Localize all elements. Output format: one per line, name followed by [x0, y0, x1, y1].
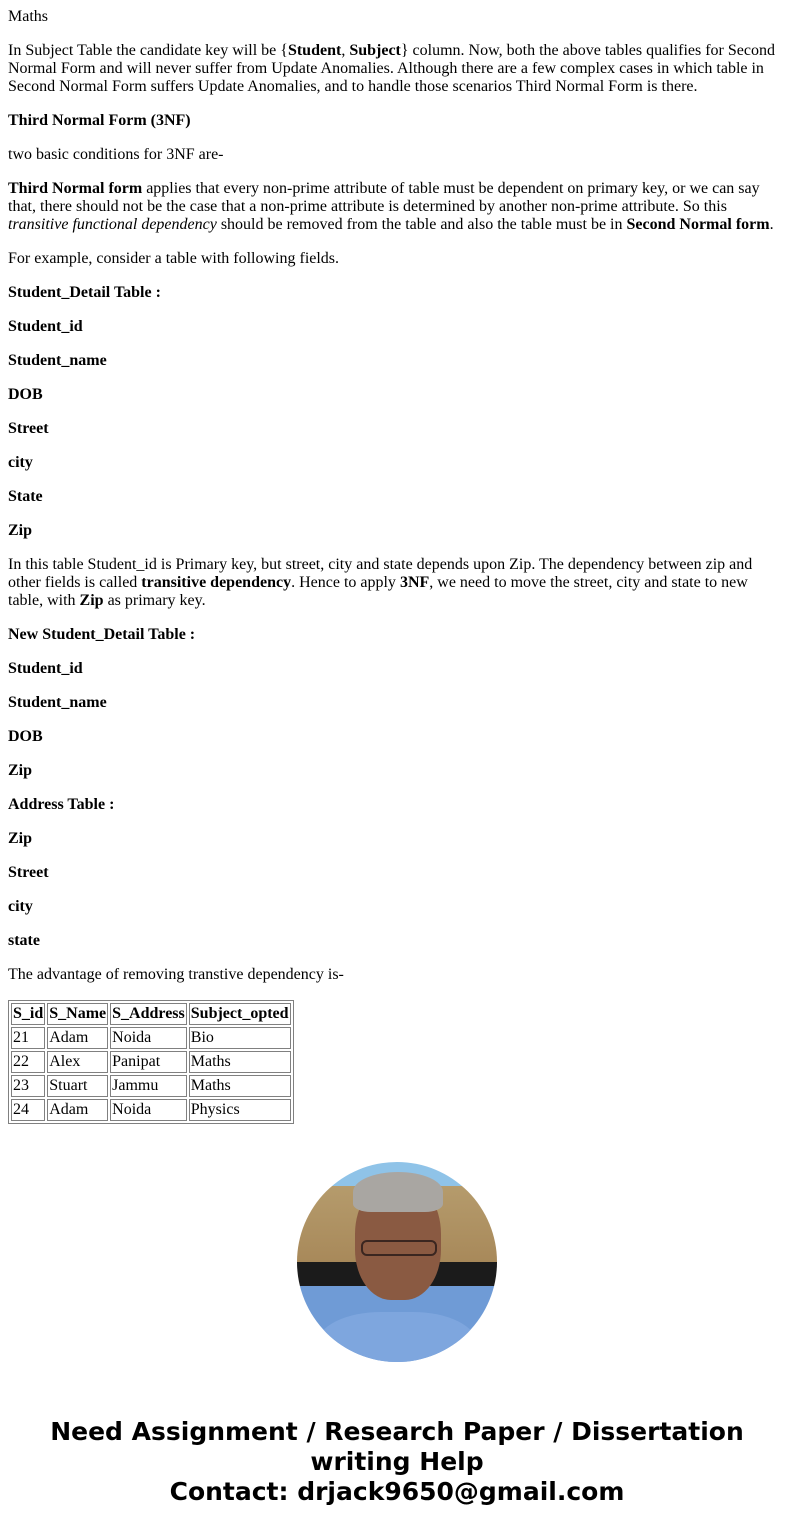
field [8, 318, 786, 336]
intro-paragraph [8, 42, 786, 96]
field [8, 660, 786, 678]
cell: Noida [110, 1099, 187, 1121]
new-student-detail-title [8, 626, 786, 644]
field [8, 694, 786, 712]
title: Student_Detail Table : [8, 284, 161, 301]
field [8, 488, 786, 506]
column-header: S_id [11, 1003, 45, 1025]
avatar-shirt [317, 1312, 477, 1362]
cell: Noida [110, 1027, 187, 1049]
avatar-hair [353, 1172, 443, 1212]
cell: Physics [189, 1099, 291, 1121]
example-text: For example, consider a table with following fields. [8, 250, 340, 267]
field [8, 864, 786, 882]
field-name: Street [8, 420, 49, 437]
cell: Panipat [110, 1051, 187, 1073]
field [8, 932, 786, 950]
field-name: Zip [8, 762, 33, 779]
field-name: Student_id [8, 660, 83, 677]
field [8, 728, 786, 746]
bold-text: Subject [349, 42, 401, 59]
title: Address Table : [8, 796, 115, 813]
field-name: state [8, 932, 40, 949]
help-line: Need Assignment / Research Paper / Dissertation writing Help [50, 1417, 744, 1476]
field-name: Zip [8, 522, 33, 539]
cell: Adam [47, 1027, 108, 1049]
explanation-paragraph [8, 556, 786, 610]
field-name: Student_name [8, 694, 107, 711]
contact-banner [8, 1417, 786, 1507]
text: . Hence to apply [291, 574, 400, 591]
bold-text: Third Normal form [8, 180, 143, 197]
definition-paragraph [8, 180, 786, 234]
text: In this table Student_id is Primary key, but street, city and state depends upon Zip. The dependency between zip and other fields is called [8, 556, 753, 591]
field [8, 352, 786, 370]
author-avatar-photo [297, 1162, 497, 1362]
field [8, 522, 786, 540]
table-row [11, 1075, 291, 1097]
text: } column. Now, both the above tables qualifies for Second Normal Form and will never suffer from Update Anomalies. Although there are a few complex cases in which table in Second Normal Form suffers Update Anomalies, and to handle those scenarios Third Normal Form is there. [8, 42, 775, 95]
cell: Maths [189, 1075, 291, 1097]
field-name: State [8, 488, 43, 505]
cell: 24 [11, 1099, 45, 1121]
cell: Stuart [47, 1075, 108, 1097]
field-name: Student_id [8, 318, 83, 335]
student-detail-title [8, 284, 786, 302]
table-header-row [11, 1003, 291, 1025]
table-row [11, 1099, 291, 1121]
cell: 21 [11, 1027, 45, 1049]
field [8, 898, 786, 916]
cell: 23 [11, 1075, 45, 1097]
column-header: S_Name [47, 1003, 108, 1025]
bold-text: Student [287, 42, 342, 59]
field [8, 386, 786, 404]
field-name: Student_name [8, 352, 107, 369]
bold-text: Zip [79, 592, 104, 609]
field-name: city [8, 898, 33, 915]
text: , we need to move the street, city and state to new table, with [8, 574, 748, 609]
field [8, 830, 786, 848]
bold-text: 3NF [399, 574, 430, 591]
table-row [11, 1051, 291, 1073]
text: In Subject Table the candidate key will be { [8, 42, 288, 59]
text: should be removed from the table and also the table must be in [216, 216, 627, 233]
text: applies that every non-prime attribute of table must be dependent on primary key, or we can say that, there should not be the case that a non-prime attribute is determined by another non-prime attribute. So this [8, 180, 760, 215]
cell: 22 [11, 1051, 45, 1073]
field-name: DOB [8, 386, 43, 403]
text: as primary key. [103, 592, 206, 609]
field [8, 420, 786, 438]
table-row [11, 1027, 291, 1049]
italic-text: transitive functional dependency [8, 216, 217, 233]
conditions-text: two basic conditions for 3NF are- [8, 146, 224, 163]
cell: Maths [189, 1051, 291, 1073]
column-header: S_Address [110, 1003, 187, 1025]
cell: Alex [47, 1051, 108, 1073]
column-header: Subject_opted [189, 1003, 291, 1025]
field-name: Street [8, 864, 49, 881]
text: , [341, 42, 350, 59]
advantage-text: The advantage of removing transtive dependency is- [8, 966, 344, 983]
field-name: DOB [8, 728, 43, 745]
maths-line: Maths [8, 8, 48, 25]
address-title [8, 796, 786, 814]
heading-3nf [8, 112, 786, 130]
field [8, 454, 786, 472]
avatar-container [8, 1162, 786, 1367]
bold-text: transitive dependency [141, 574, 292, 591]
avatar-glasses [361, 1240, 437, 1256]
contact-line: Contact: drjack9650@gmail.com [169, 1477, 625, 1506]
cell: Jammu [110, 1075, 187, 1097]
heading-text: Third Normal Form (3NF) [8, 112, 191, 129]
cell: Bio [189, 1027, 291, 1049]
field-name: Zip [8, 830, 33, 847]
text: . [769, 216, 774, 233]
field-name: city [8, 454, 33, 471]
cell: Adam [47, 1099, 108, 1121]
title: New Student_Detail Table : [8, 626, 196, 643]
bold-text: Second Normal form [626, 216, 770, 233]
field [8, 762, 786, 780]
student-table [8, 1000, 294, 1124]
